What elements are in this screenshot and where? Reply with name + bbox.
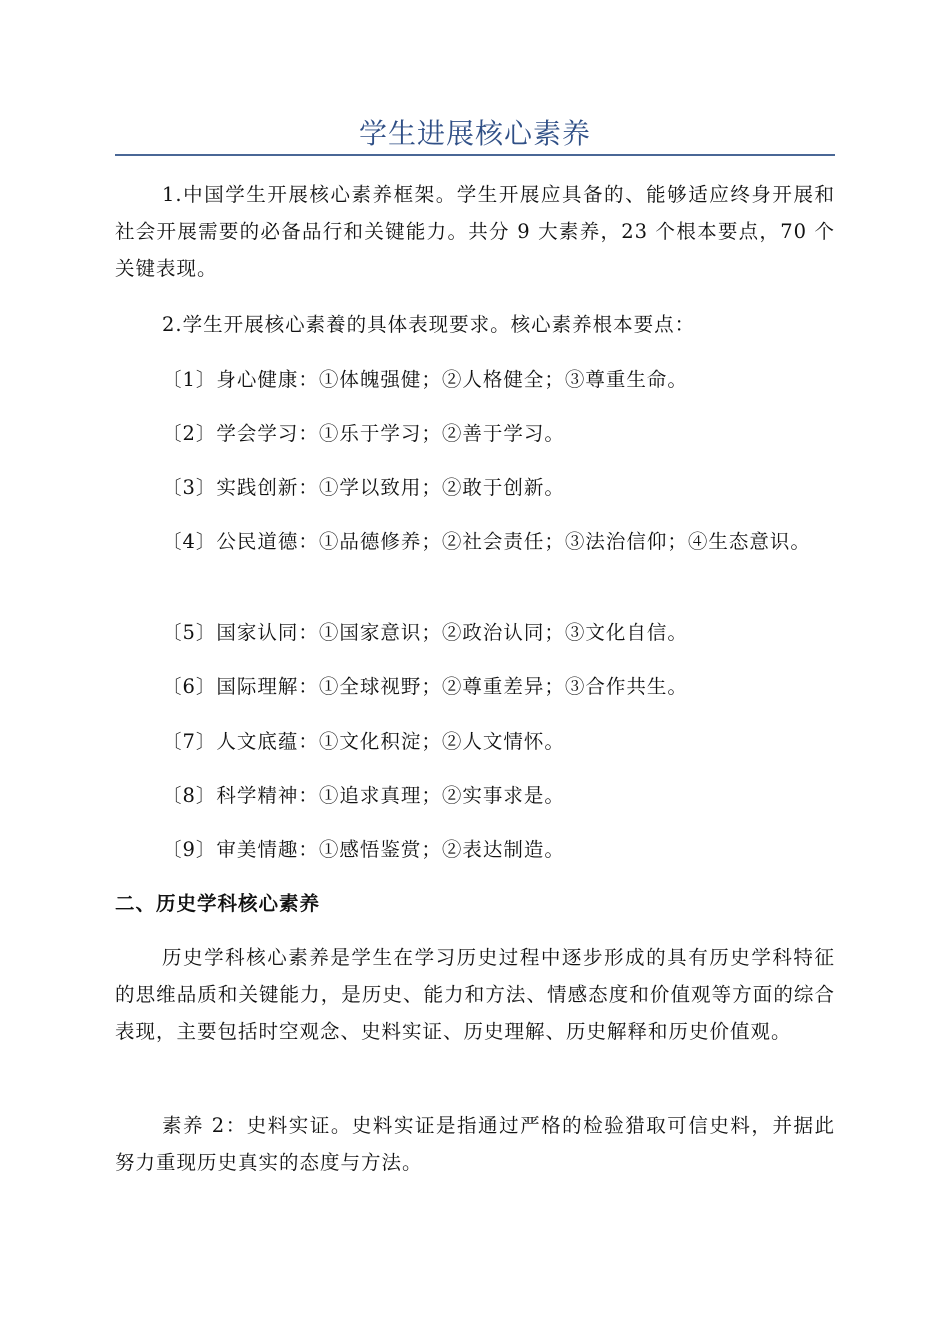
document-title: 学生进展核心素养 xyxy=(358,117,591,150)
paragraph-history-core: 历史学科核心素养是学生在学习历史过程中逐步形成的具有历史学科特征的思维品质和关键能力，是历史、能力和方法、情感态度和价值观等方面的综合表现，主要包括时空观念、史料实证、历史理解、历史解释和历史价值观。 xyxy=(115,946,835,1043)
paragraph-core-framework: 1.中国学生开展核心素养框架。学生开展应具备的、能够适应终身开展和社会开展需要的必备品行和关键能力。共分 9 大素养，23 个根本要点，70 个关键表现。 xyxy=(115,183,835,280)
title-underline xyxy=(115,154,835,156)
paragraph-evidence: 素养 2：史料实证。史料实证是指通过严格的检验猎取可信史料，并据此努力重现历史真实的态度与方法。 xyxy=(115,1114,835,1174)
list-item: 〔2〕学会学习：①乐于学习；②善于学习。 xyxy=(162,422,565,445)
paragraph-core-requirements: 2.学生开展核心素養的具体表现要求。核心素养根本要点： xyxy=(162,313,696,336)
list-item: 〔9〕审美情趣：①感悟鉴赏；②表达制造。 xyxy=(162,838,565,861)
list-item: 〔1〕身心健康：①体魄强健；②人格健全；③尊重生命。 xyxy=(162,368,688,391)
list-item: 〔6〕国际理解：①全球视野；②尊重差异；③合作共生。 xyxy=(162,675,688,698)
list-item: 〔7〕人文底蕴：①文化积淀；②人文情怀。 xyxy=(162,730,565,753)
list-item: 〔4〕公民道德：①品德修养；②社会责任；③法治信仰；④生态意识。 xyxy=(162,530,811,553)
list-item: 〔3〕实践创新：①学以致用；②敢于创新。 xyxy=(162,476,565,499)
list-item: 〔5〕国家认同：①国家意识；②政治认同；③文化自信。 xyxy=(162,621,688,644)
list-item: 〔8〕科学精神：①追求真理；②实事求是。 xyxy=(162,784,565,807)
section-heading: 二、历史学科核心素养 xyxy=(115,892,321,915)
